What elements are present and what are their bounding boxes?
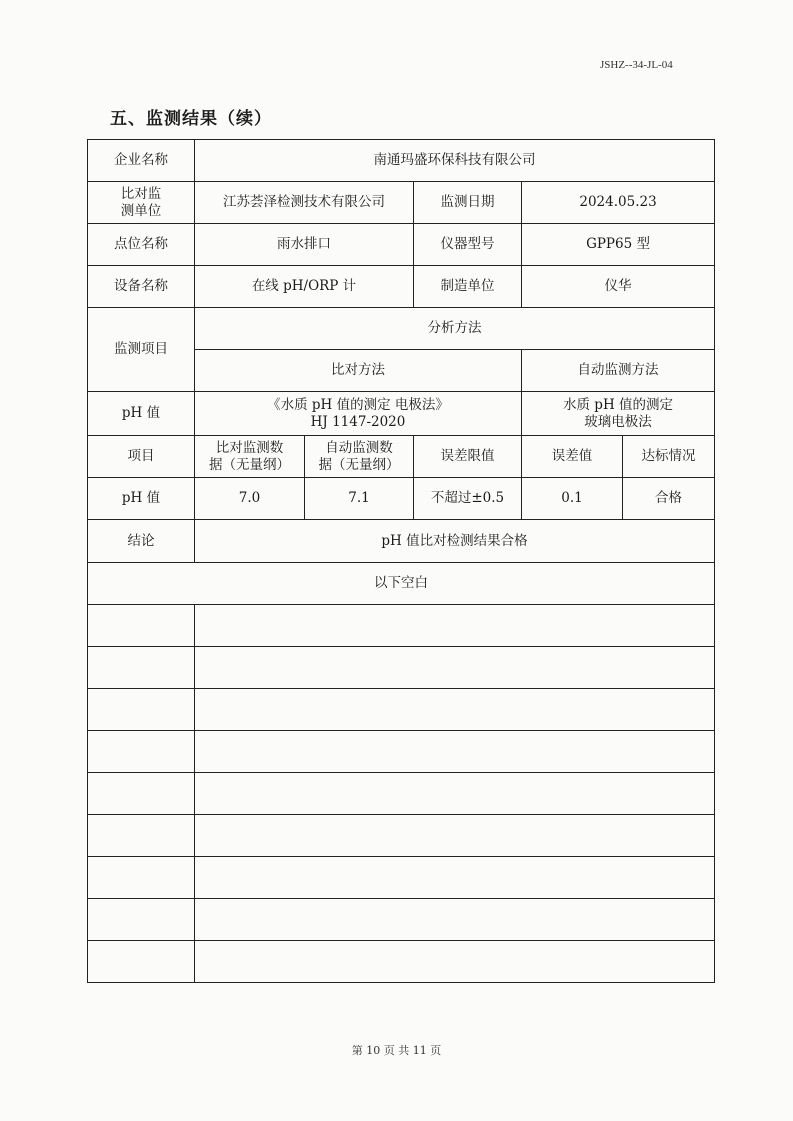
ph-auto-method-line2: 玻璃电极法 xyxy=(584,413,652,430)
result-error-limit: 不超过±0.5 xyxy=(414,478,522,520)
empty-cell xyxy=(195,941,715,983)
empty-row xyxy=(88,647,715,689)
section-title: 五、监测结果（续） xyxy=(110,109,272,129)
ph-method-row xyxy=(88,392,715,436)
empty-row xyxy=(88,605,715,647)
empty-cell xyxy=(88,899,195,941)
conclusion-value: pH 值比对检测结果合格 xyxy=(195,520,715,563)
col-auto-data-line1: 自动监测数 xyxy=(325,439,393,456)
ph-label: pH 值 xyxy=(88,392,195,436)
conclusion-label: 结论 xyxy=(88,520,195,563)
result-header-row xyxy=(88,436,715,478)
empty-row xyxy=(88,857,715,899)
instrument-model-value: GPP65 型 xyxy=(522,224,715,266)
col-compare-data-line1: 比对监测数 xyxy=(215,439,284,456)
manufacturer-label: 制造单位 xyxy=(414,266,522,308)
auto-method-label: 自动监测方法 xyxy=(522,350,715,392)
monitor-item-label: 监测项目 xyxy=(88,308,195,392)
col-auto-data-line2: 据（无量纲） xyxy=(318,456,400,473)
ph-compare-method-line1: 《水质 pH 值的测定 电极法》 xyxy=(267,396,449,413)
col-error-value: 误差值 xyxy=(522,436,623,478)
col-auto-data xyxy=(305,436,414,478)
blank-note: 以下空白 xyxy=(88,563,715,605)
point-row xyxy=(88,224,715,266)
empty-cell xyxy=(195,815,715,857)
empty-cell xyxy=(195,647,715,689)
ph-compare-method-line2: HJ 1147-2020 xyxy=(310,413,406,430)
device-row xyxy=(88,266,715,308)
point-label: 点位名称 xyxy=(88,224,195,266)
monitor-date-value: 2024.05.23 xyxy=(522,182,715,224)
col-compare-data xyxy=(195,436,305,478)
col-compare-data-line2: 据（无量纲） xyxy=(209,456,290,473)
ph-auto-method-line1: 水质 pH 值的测定 xyxy=(563,396,674,413)
empty-cell xyxy=(195,773,715,815)
blank-note-row xyxy=(88,563,715,605)
col-status: 达标情况 xyxy=(623,436,715,478)
empty-row xyxy=(88,899,715,941)
result-item: pH 值 xyxy=(88,478,195,520)
empty-cell xyxy=(88,857,195,899)
compare-unit-label-line2: 测单位 xyxy=(120,202,162,219)
empty-row xyxy=(88,815,715,857)
page-footer: 第 10 页 共 11 页 xyxy=(351,1044,442,1057)
empty-row xyxy=(88,731,715,773)
empty-cell xyxy=(195,857,715,899)
empty-cell xyxy=(88,605,195,647)
result-auto: 7.1 xyxy=(305,478,414,520)
empty-row xyxy=(88,941,715,983)
document-code: JSHZ--34-JL-04 xyxy=(600,59,673,71)
company-value: 南通玛盛环保科技有限公司 xyxy=(195,140,715,182)
col-error-limit: 误差限值 xyxy=(414,436,522,478)
point-value: 雨水排口 xyxy=(195,224,414,266)
analysis-method-row xyxy=(88,308,715,350)
empty-cell xyxy=(88,773,195,815)
result-compare: 7.0 xyxy=(195,478,305,520)
empty-cell xyxy=(88,941,195,983)
compare-unit-value: 江苏荟泽检测技术有限公司 xyxy=(195,182,414,224)
empty-cell xyxy=(195,605,715,647)
empty-row xyxy=(88,689,715,731)
result-row xyxy=(88,478,715,520)
empty-cell xyxy=(88,815,195,857)
conclusion-row xyxy=(88,520,715,563)
device-label: 设备名称 xyxy=(88,266,195,308)
result-status: 合格 xyxy=(623,478,715,520)
analysis-method-label: 分析方法 xyxy=(195,308,715,350)
empty-cell xyxy=(195,689,715,731)
empty-cell xyxy=(88,731,195,773)
monitoring-result-table xyxy=(87,139,715,983)
empty-cell xyxy=(195,731,715,773)
empty-cell xyxy=(88,689,195,731)
compare-unit-label xyxy=(88,182,195,224)
result-error-value: 0.1 xyxy=(522,478,623,520)
col-item: 项目 xyxy=(88,436,195,478)
empty-cell xyxy=(195,899,715,941)
manufacturer-value: 仪华 xyxy=(522,266,715,308)
compare-method-label: 比对方法 xyxy=(195,350,522,392)
company-row xyxy=(88,140,715,182)
company-label: 企业名称 xyxy=(88,140,195,182)
monitor-date-label: 监测日期 xyxy=(414,182,522,224)
compare-unit-row xyxy=(88,182,715,224)
ph-compare-method xyxy=(195,392,522,436)
compare-unit-label-line1: 比对监 xyxy=(120,185,162,202)
empty-row xyxy=(88,773,715,815)
instrument-model-label: 仪器型号 xyxy=(414,224,522,266)
device-value: 在线 pH/ORP 计 xyxy=(195,266,414,308)
empty-cell xyxy=(88,647,195,689)
ph-auto-method xyxy=(522,392,715,436)
